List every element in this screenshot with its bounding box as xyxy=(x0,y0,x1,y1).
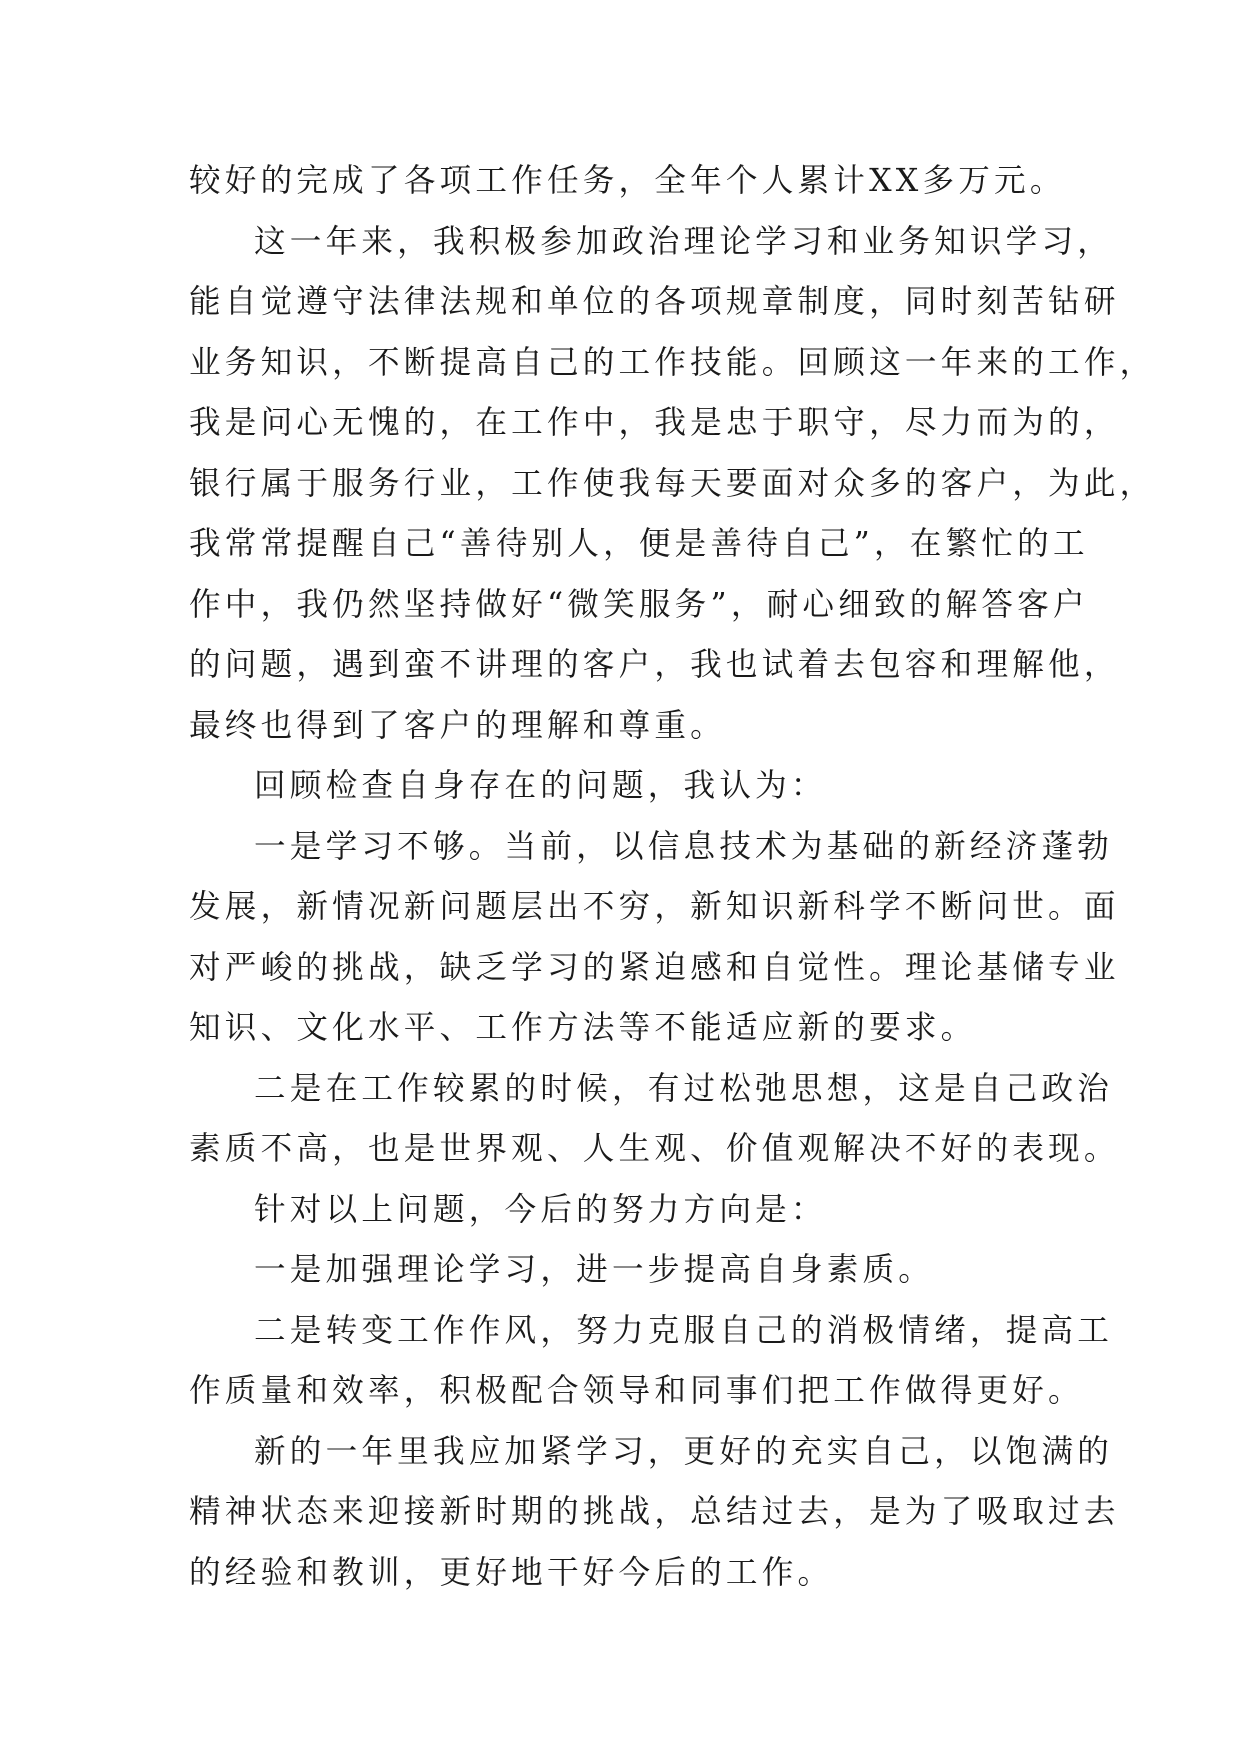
document-body xyxy=(189,151,1156,1603)
text-line: 一是学习不够。当前，以信息技术为基础的新经济蓬勃 xyxy=(254,828,1114,865)
text-line: 我是问心无愧的，在工作中，我是忠于职守，尽力而为的， xyxy=(189,405,1120,441)
text-line: 对严峻的挑战，缺乏学习的紧迫感和自觉性。理论基储专业 xyxy=(189,949,1120,986)
text-line: 作质量和效率，积极配合领导和同事们把工作做得更好。 xyxy=(189,1373,1084,1409)
text-line: 精神状态来迎接新时期的挑战，总结过去，是为了吸取过去 xyxy=(189,1494,1120,1530)
text-line: 素质不高，也是世界观、人生观、价值观解决不好的表现。 xyxy=(189,1131,1120,1167)
text-line: 作中，我仍然坚持做好“微笑服务”，耐心细致的解答客户 xyxy=(189,586,1089,623)
text-line: 的问题，遇到蛮不讲理的客户，我也试着去包容和理解他， xyxy=(189,647,1120,683)
text-line: 银行属于服务行业，工作使我每天要面对众多的客户，为此， xyxy=(189,465,1156,502)
text-line: 发展，新情况新问题层出不穷，新知识新科学不断问世。面 xyxy=(189,889,1120,925)
text-line: 新的一年里我应加紧学习，更好的充实自己，以饱满的 xyxy=(254,1433,1114,1470)
text-line: 这一年来，我积极参加政治理论学习和业务知识学习， xyxy=(254,223,1114,260)
text-line: 知识、文化水平、工作方法等不能适应新的要求。 xyxy=(189,1010,977,1046)
text-line: 针对以上问题，今后的努力方向是： xyxy=(254,1191,827,1228)
text-line: 我常常提醒自己“善待别人，便是善待自己”，在繁忙的工 xyxy=(189,526,1089,562)
text-line: 二是在工作较累的时候，有过松弛思想，这是自己政治 xyxy=(254,1070,1114,1107)
text-line: 回顾检查自身存在的问题，我认为： xyxy=(254,768,827,804)
text-line: 二是转变工作作风，努力克服自己的消极情绪，提高工 xyxy=(254,1312,1114,1349)
text-line: 的经验和教训，更好地干好今后的工作。 xyxy=(189,1554,834,1591)
text-line: 最终也得到了客户的理解和尊重。 xyxy=(189,707,726,744)
text-line: 一是加强理论学习，进一步提高自身素质。 xyxy=(254,1252,935,1288)
text-line: 业务知识，不断提高自己的工作技能。回顾这一年来的工作， xyxy=(189,344,1156,381)
text-line: 较好的完成了各项工作任务，全年个人累计XX多万元。 xyxy=(189,163,1066,199)
text-line: 能自觉遵守法律法规和单位的各项规章制度，同时刻苦钻研 xyxy=(189,284,1120,320)
